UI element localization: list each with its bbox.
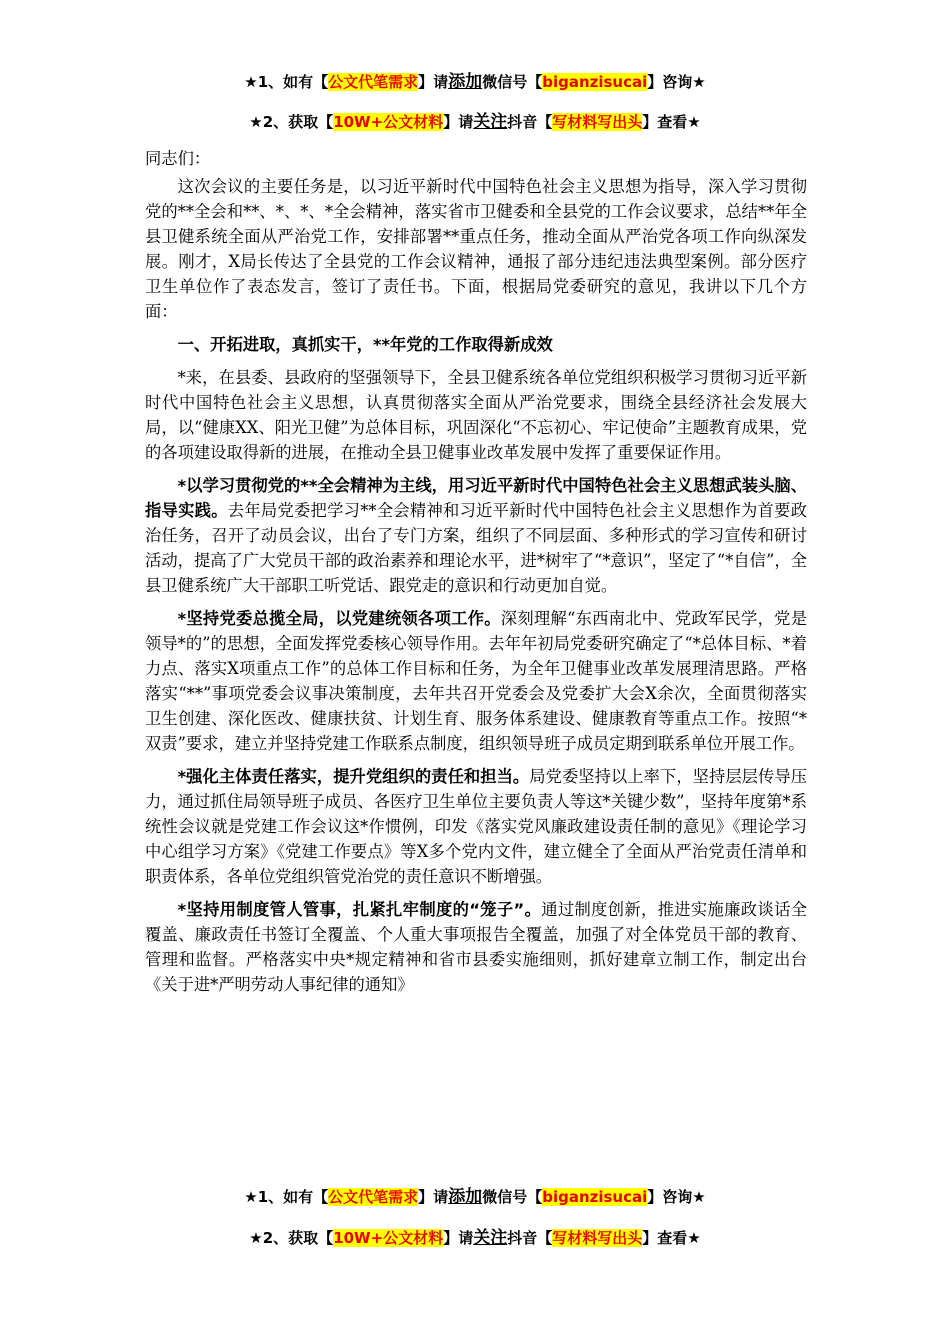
- paragraph-text: 局党委坚持以上率下，坚持层层传导压力，通过抓住局领导班子成员、各医疗卫生单位主要负责人等这*关键少数”，坚持年度第*系统性会议就是党建工作会议这*作惯例，印发《落实党风廉政建设责任制的意见》《理论学习中心组学习方案》《党建工作要点》等X多个党内文件，建立健全了全面从严治党责任清单和职责体系，各单位党组织管党治党的责任意识不断增强。: [145, 767, 807, 886]
- banner-text: 】请: [443, 1229, 474, 1247]
- paragraph-leadership: [145, 606, 807, 756]
- promo-banner-top-line-2: [0, 110, 950, 134]
- banner-text: 】请: [443, 113, 474, 131]
- paragraph-text: 通过制度创新，推进实施廉政谈话全覆盖、廉政责任书签订全覆盖、个人重大事项报告全覆盖，加强了对全体党员干部的教育、管理和监督。严格落实中央*规定精神和省市县委实施细则，抓好建章立制工作，制定出台《关于进*严明劳动人事纪律的通知》: [145, 900, 807, 994]
- banner-text: 】咨询★: [647, 73, 706, 91]
- banner-text: 】请: [418, 73, 449, 91]
- banner-highlight-wechat-id: biganzisucai: [542, 73, 648, 91]
- paragraph-lead: *以学习贯彻党的**全会精神为主线，用习近平新时代中国特色社会主义思想武装头脑、指导实践。: [145, 476, 807, 520]
- banner-text: ★1、如有【: [244, 1188, 329, 1206]
- banner-text: 微信号【: [482, 1188, 543, 1206]
- promo-banner-bottom-line-2: [0, 1226, 950, 1250]
- intro-paragraph: 这次会议的主要任务是，以习近平新时代中国特色社会主义思想为指导，深入学习贯彻党的**全会和**、*、*、*全会精神，落实省市卫健委和全县党的工作会议要求，总结**年全县卫健系统全面从严治党工作，安排部署**重点任务，推动全面从严治党各项工作向纵深发展。刚才，X局长传达了全县党的工作会议精神，通报了部分违纪违法典型案例。部分医疗卫生单位作了表态发言，签订了责任书。下面，根据局党委研究的意见，我讲以下几个方面：: [145, 177, 807, 321]
- paragraph-text: 深刻理解“东西南北中、党政军民学，党是领导*的”的思想，全面发挥党委核心领导作用。去年年初局党委研究确定了“*总体目标、*着力点、落实X项重点工作”的总体工作目标和任务，为全年卫健事业改革发展理清思路。严格落实“**”事项党委会议事决策制度，去年共召开党委会及党委扩大会X余次，全面贯彻落实卫生创建、深化医改、健康扶贫、计划生育、服务体系建设、健康教育等重点工作。按照“*双责”要求，建立并坚持党建工作联系点制度，组织领导班子成员定期到联系单位开展工作。: [145, 609, 807, 753]
- banner-emphasis: 添加: [448, 1187, 483, 1207]
- banner-emphasis: 关注: [473, 112, 508, 132]
- banner-text: ★2、获取【: [249, 113, 334, 131]
- paragraph-institutions: [145, 897, 807, 997]
- banner-highlight: 10W+公文材料: [333, 113, 444, 131]
- paragraph-lead: *坚持用制度管人管事，扎紧扎牢制度的“笼子”。: [177, 900, 542, 919]
- promo-banner-bottom-line-1: [0, 1185, 950, 1209]
- banner-highlight: 公文代笔需求: [328, 73, 419, 91]
- promo-banner-top-line-1: [0, 70, 950, 94]
- banner-highlight: 10W+公文材料: [333, 1229, 444, 1247]
- banner-text: 抖音【: [507, 1229, 553, 1247]
- paragraph-lead: *强化主体责任落实，提升党组织的责任和担当。: [177, 767, 530, 786]
- banner-highlight-douyin: 写材料写出头: [552, 1229, 643, 1247]
- banner-text: ★2、获取【: [249, 1229, 334, 1247]
- banner-highlight-douyin: 写材料写出头: [552, 113, 643, 131]
- banner-text: 抖音【: [507, 113, 553, 131]
- banner-highlight-wechat-id: biganzisucai: [542, 1188, 648, 1206]
- banner-text: 】请: [418, 1188, 449, 1206]
- greeting: 同志们：: [145, 149, 211, 168]
- banner-text: ★1、如有【: [244, 73, 329, 91]
- banner-emphasis: 关注: [473, 1228, 508, 1248]
- banner-highlight: 公文代笔需求: [328, 1188, 419, 1206]
- paragraph-overview: *来，在县委、县政府的坚强领导下，全县卫健系统各单位党组织积极学习贯彻习近平新时代中国特色社会主义思想，认真贯彻落实全面从严治党要求，围绕全县经济社会发展大局，以“健康XX、阳光卫健”为总体目标，巩固深化“不忘初心、牢记使命”主题教育成果，党的各项建设取得新的进展，在推动全县卫健事业改革发展中发挥了重要保证作用。: [145, 368, 807, 462]
- banner-text: 】查看★: [642, 113, 701, 131]
- banner-text: 微信号【: [482, 73, 543, 91]
- paragraph-lead: *坚持党委总揽全局，以党建统领各项工作。: [177, 609, 501, 628]
- section-heading-1: 一、开拓进取，真抓实干，**年党的工作取得新成效: [177, 335, 553, 354]
- banner-text: 】咨询★: [647, 1188, 706, 1206]
- paragraph-study: [145, 473, 807, 598]
- paragraph-responsibility: [145, 764, 807, 889]
- speech-body: [145, 146, 807, 1005]
- paragraph-text: 去年局党委把学习**全会精神和习近平新时代中国特色社会主义思想作为首要政治任务，召开了动员会议，出台了专门方案，组织了不同层面、多种形式的学习宣传和研讨活动，提高了广大党员干部的政治素养和理论水平，进*树牢了“*意识”，坚定了“*自信”，全县卫健系统广大干部职工听党话、跟党走的意识和行动更加自觉。: [145, 501, 807, 595]
- banner-emphasis: 添加: [448, 72, 483, 92]
- banner-text: 】查看★: [642, 1229, 701, 1247]
